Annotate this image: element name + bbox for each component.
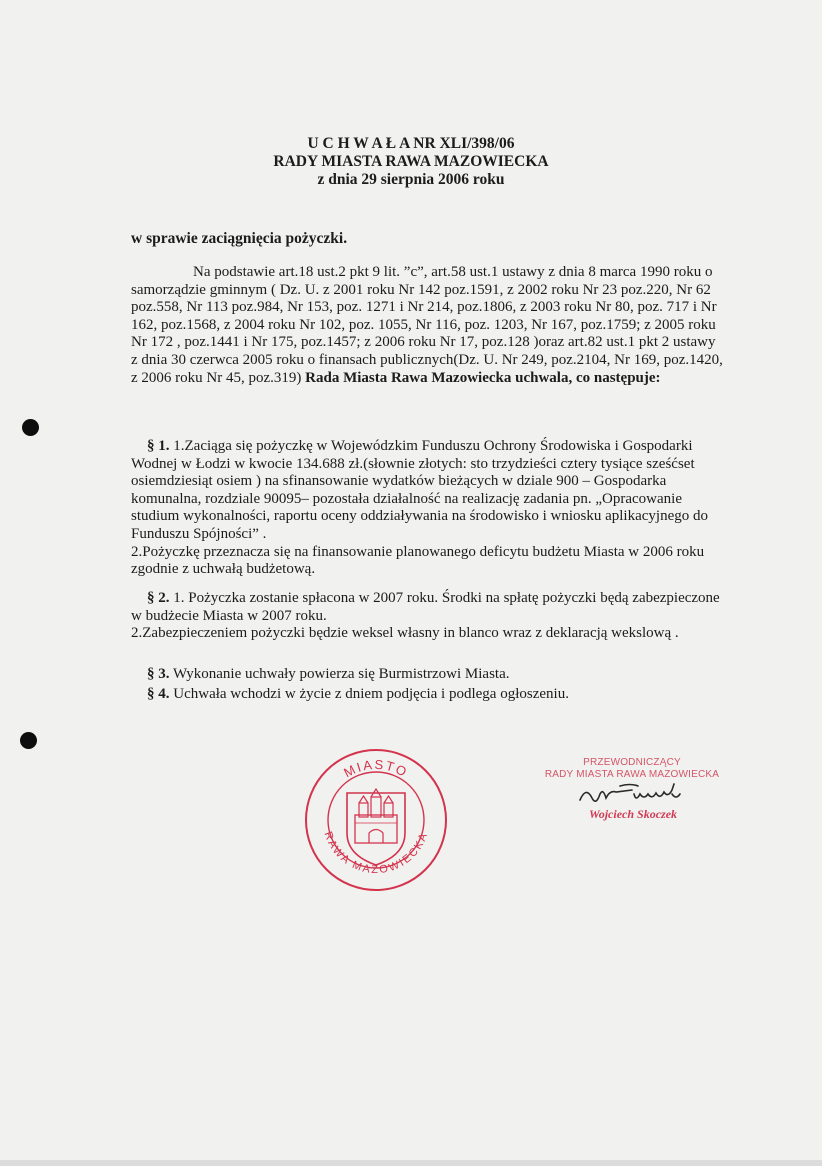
resolution-number: U C H W A Ł A NR XLI/398/06: [307, 135, 515, 152]
preamble: [131, 264, 723, 387]
chairman-name: Wojciech Skoczek: [588, 807, 678, 821]
section-2-paragraph-2: 2.Zabezpieczeniem pożyczki będzie weksel własny in blanco wraz z deklaracją wekslową .: [131, 625, 679, 642]
section-2: [131, 590, 723, 643]
section-2-mark: § 2.: [147, 590, 170, 606]
section-1: [131, 438, 723, 579]
section-4-mark: § 4.: [147, 686, 170, 702]
preamble-text: Na podstawie art.18 ust.2 pkt 9 lit. ”c”, art.58 ust.1 ustawy z dnia 8 marca 1990 roku o samorządzie gminnym ( Dz. U. z 2001 roku Nr 142 poz.1591, z 2002 roku Nr 23 poz.220, Nr 62 poz.558, Nr 113 poz.984, Nr 153, poz. 1271 i Nr 214, poz.1806, z 2003 roku Nr 80, poz. 717 i Nr 162, poz.1568, z 2004 roku Nr 102, poz. 1055, Nr 116, poz. 1203, Nr 167, poz.1759; z 2005 roku Nr 172 , poz.1441 i Nr 175, poz.1457; z 2006 roku Nr 17, poz.128 )oraz art.82 ust.1 pkt 2 ustawy z dnia 30 czerwca 2005 roku o finansach publicznych(Dz. U. Nr 249, poz.2104, Nr 169, poz.1420, z 2006 roku Nr 45, poz.319): [131, 264, 723, 386]
section-1-mark: § 1.: [147, 438, 170, 454]
section-4: [131, 686, 723, 704]
binder-hole-bottom: [20, 732, 37, 749]
section-3-mark: § 3.: [147, 666, 170, 682]
council-title: RADY MIASTA RAWA MAZOWIECKA: [544, 769, 720, 780]
section-3: [131, 666, 723, 684]
section-2-paragraph-1: 1. Pożyczka zostanie spłacona w 2007 roku. Środki na spłatę pożyczki będą zabezpieczone w budżecie Miasta w 2007 roku.: [131, 590, 720, 624]
section-1-paragraph-1: 1.Zaciąga się pożyczkę w Wojewódzkim Funduszu Ochrony Środowiska i Gospodarki Wodnej w Łodzi w kwocie 134.688 zł.(słownie złotych: sto trzydzieści cztery tysiące sześćset osiemdziesiąt osiem ) na sfinansowanie wydatków bieżących w dziale 900 – Gospodarka komunalna, rozdziale 90095– pozostała działalność na realizację zadania pn. „Opracowanie studium wykonalności, raportu oceny oddziaływania na środowisko i wniosku aplikacyjnego do Funduszu Spójności” .: [131, 438, 708, 542]
city-stamp: [303, 747, 449, 893]
resolution-date: z dnia 29 sierpnia 2006 roku: [317, 171, 505, 188]
scan-edge: [0, 1160, 822, 1166]
council-name: RADY MIASTA RAWA MAZOWIECKA: [273, 153, 549, 170]
resolution-subject: w sprawie zaciągnięcia pożyczki.: [131, 230, 348, 247]
chairman-title: PRZEWODNICZĄCY: [583, 757, 681, 768]
section-4-text: Uchwała wchodzi w życie z dniem podjęcia i podlega ogłoszeniu.: [173, 686, 569, 702]
preamble-bold-tail: Rada Miasta Rawa Mazowiecka uchwala, co następuje:: [305, 369, 661, 386]
section-1-paragraph-2: 2.Pożyczkę przeznacza się na finansowanie planowanego deficytu budżetu Miasta w 2006 roku zgodnie z uchwałą budżetową.: [131, 543, 705, 578]
svg-text:MIASTO: MIASTO: [341, 756, 411, 781]
section-3-text: Wykonanie uchwały powierza się Burmistrzowi Miasta.: [172, 666, 510, 682]
svg-text:RAWA MAZOWIECKA: RAWA MAZOWIECKA: [321, 830, 431, 877]
handwritten-signature: [576, 780, 688, 810]
binder-hole-top: [22, 419, 39, 436]
